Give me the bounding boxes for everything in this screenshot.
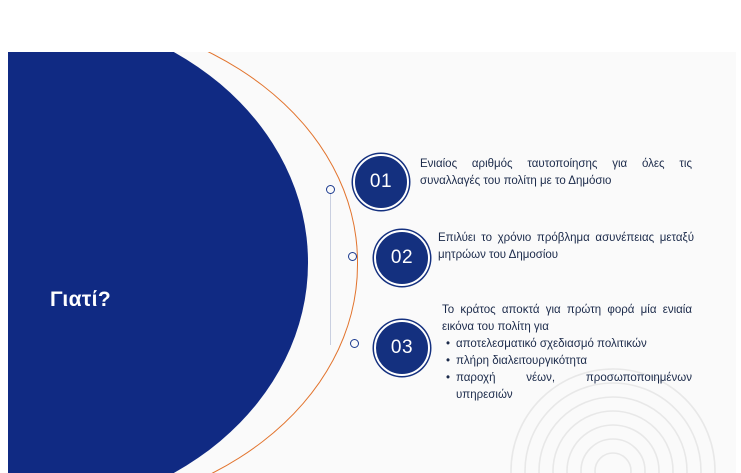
item-bullet-list [442,336,692,404]
bullet-item: • πλήρη διαλειτουργικότητα [456,353,692,370]
item-description: Επιλύει το χρόνιο πρόβλημα ασυνέπειας μεταξύ μητρώων του Δημοσίου [438,232,694,261]
bullet-dot-icon [350,339,359,348]
bullet-dot-icon [348,252,357,261]
timeline-connector [330,190,331,345]
item-number-badge: 03 [374,320,430,376]
item-number-badge: 02 [374,230,430,286]
slide [8,52,736,473]
bullet-item: • αποτελεσματικό σχεδιασμό πολιτικών [456,336,692,353]
page-title: Γιατί? [50,288,112,311]
item-description: Το κράτος αποκτά για πρώτη φορά μία ενιαία εικόνα του πολίτη για [442,304,692,333]
bullet-dot-icon [326,185,335,194]
item-description-group [442,302,692,404]
item-number-badge: 01 [353,154,409,210]
bullet-item: • παροχή νέων, προσωποποιημένων υπηρεσιών [456,370,692,404]
item-description: Ενιαίος αριθμός ταυτοποίησης για όλες τις συναλλαγές του πολίτη με το Δημόσιο [420,158,692,187]
orange-arc-decoration [8,52,358,473]
